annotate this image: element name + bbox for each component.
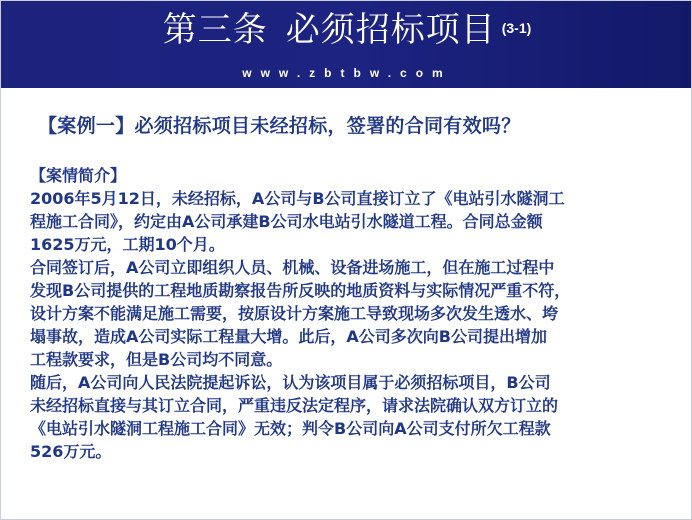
case-line-10: 未经招标直接与其订立合同，严重违反法定程序，请求法院确认双方订立的 <box>30 396 559 415</box>
case-line-6: 设计方案不能满足施工需要，按原设计方案施工导致现场多次发生透水、垮 <box>30 304 559 323</box>
case-line-12: 526万元。 <box>30 442 112 461</box>
case-line-7: 塌事故，造成A公司实际工程量大增。此后，A公司多次向B公司提出增加 <box>30 327 547 346</box>
case-line-4: 合同签订后，A公司立即组织人员、机械、设备进场施工，但在施工过程中 <box>30 258 555 277</box>
title-main: 第三条 <box>162 10 268 50</box>
case-question: 【案例一】必须招标项目未经招标，签署的合同有效吗？ <box>38 115 521 137</box>
case-line-3: 1625万元，工期10个月。 <box>30 235 225 254</box>
case-content <box>30 164 682 463</box>
case-line-1: 2006年5月12日，未经招标，A公司与B公司直接订立了《电站引水隧洞工 <box>30 189 565 208</box>
section-heading: 【案情简介】 <box>30 166 127 185</box>
case-line-2: 程施工合同》，约定由A公司承建B公司水电站引水隧道工程。合同总金额 <box>30 212 543 231</box>
case-line-9: 随后，A公司向人民法院提起诉讼，认为该项目属于必须招标项目，B公司 <box>30 373 551 392</box>
case-line-8: 工程款要求，但是B公司均不同意。 <box>30 350 283 369</box>
case-line-11: 《电站引水隧洞工程施工合同》无效；判令B公司向A公司支付所欠工程款 <box>30 419 551 438</box>
slide-title <box>1 10 692 50</box>
case-line-5: 发现B公司提供的工程地质勘察报告所反映的地质资料与实际情况严重不符， <box>30 281 571 300</box>
title-sub: 必须招标项目 <box>285 10 496 50</box>
website-url: www.zbtbw.com <box>242 66 452 80</box>
header-banner <box>1 1 692 88</box>
title-part: (3-1) <box>501 20 532 36</box>
